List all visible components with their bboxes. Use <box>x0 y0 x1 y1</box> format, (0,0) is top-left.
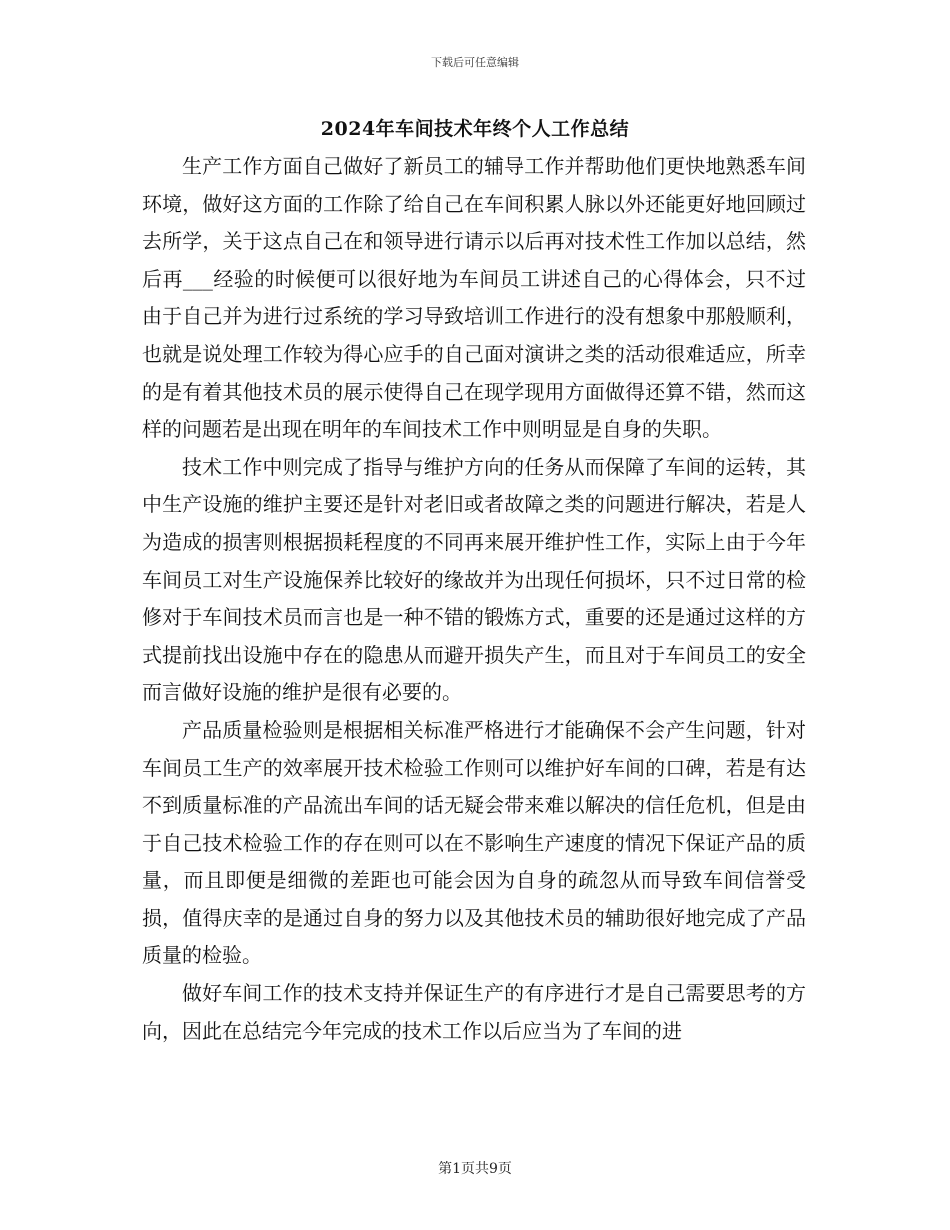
header-note: 下载后可任意编辑 <box>431 56 519 69</box>
paragraph-2: 技术工作中则完成了指导与维护方向的任务从而保障了车间的运转，其中生产设施的维护主要还是针对老旧或者故障之类的问题进行解决，若是人为造成的损害则根据损耗程度的不同再来展开维护性工作，实际上由于今年车间员工对生产设施保养比较好的缘故并为出现任何损坏，只不过日常的检修对于车间技术员而言也是一种不错的锻炼方式，重要的还是通过这样的方式提前找出设施中存在的隐患从而避开损失产生，而且对于车间员工的安全而言做好设施的维护是很有必要的。 <box>142 454 806 705</box>
document-title: 2024年车间技术年终个人工作总结 <box>320 118 630 140</box>
paragraph-3: 产品质量检验则是根据相关标准严格进行才能确保不会产生问题，针对车间员工生产的效率展开技术检验工作则可以维护好车间的口碑，若是有达不到质量标准的产品流出车间的话无疑会带来难以解决的信任危机，但是由于自己技术检验工作的存在则可以在不影响生产速度的情况下保证产品的质量，而且即便是细微的差距也可能会因为自身的疏忽从而导致车间信誉受损，值得庆幸的是通过自身的努力以及其他技术员的辅助很好地完成了产品质量的检验。 <box>142 717 806 968</box>
document-body <box>142 148 806 1050</box>
page-number: 第1页共9页 <box>438 1161 512 1177</box>
paragraph-1: 生产工作方面自己做好了新员工的辅导工作并帮助他们更快地熟悉车间环境，做好这方面的工作除了给自己在车间积累人脉以外还能更好地回顾过去所学，关于这点自己在和领导进行请示以后再对技术性工作加以总结，然后再___经验的时候便可以很好地为车间员工讲述自己的心得体会，只不过由于自己并为进行过系统的学习导致培训工作进行的没有想象中那般顺利，也就是说处理工作较为得心应手的自己面对演讲之类的活动很难适应，所幸的是有着其他技术员的展示使得自己在现学现用方面做得还算不错，然而这样的问题若是出现在明年的车间技术工作中则明显是自身的失职。 <box>142 154 806 442</box>
paragraph-4: 做好车间工作的技术支持并保证生产的有序进行才是自己需要思考的方向，因此在总结完今年完成的技术工作以后应当为了车间的进 <box>142 981 806 1043</box>
